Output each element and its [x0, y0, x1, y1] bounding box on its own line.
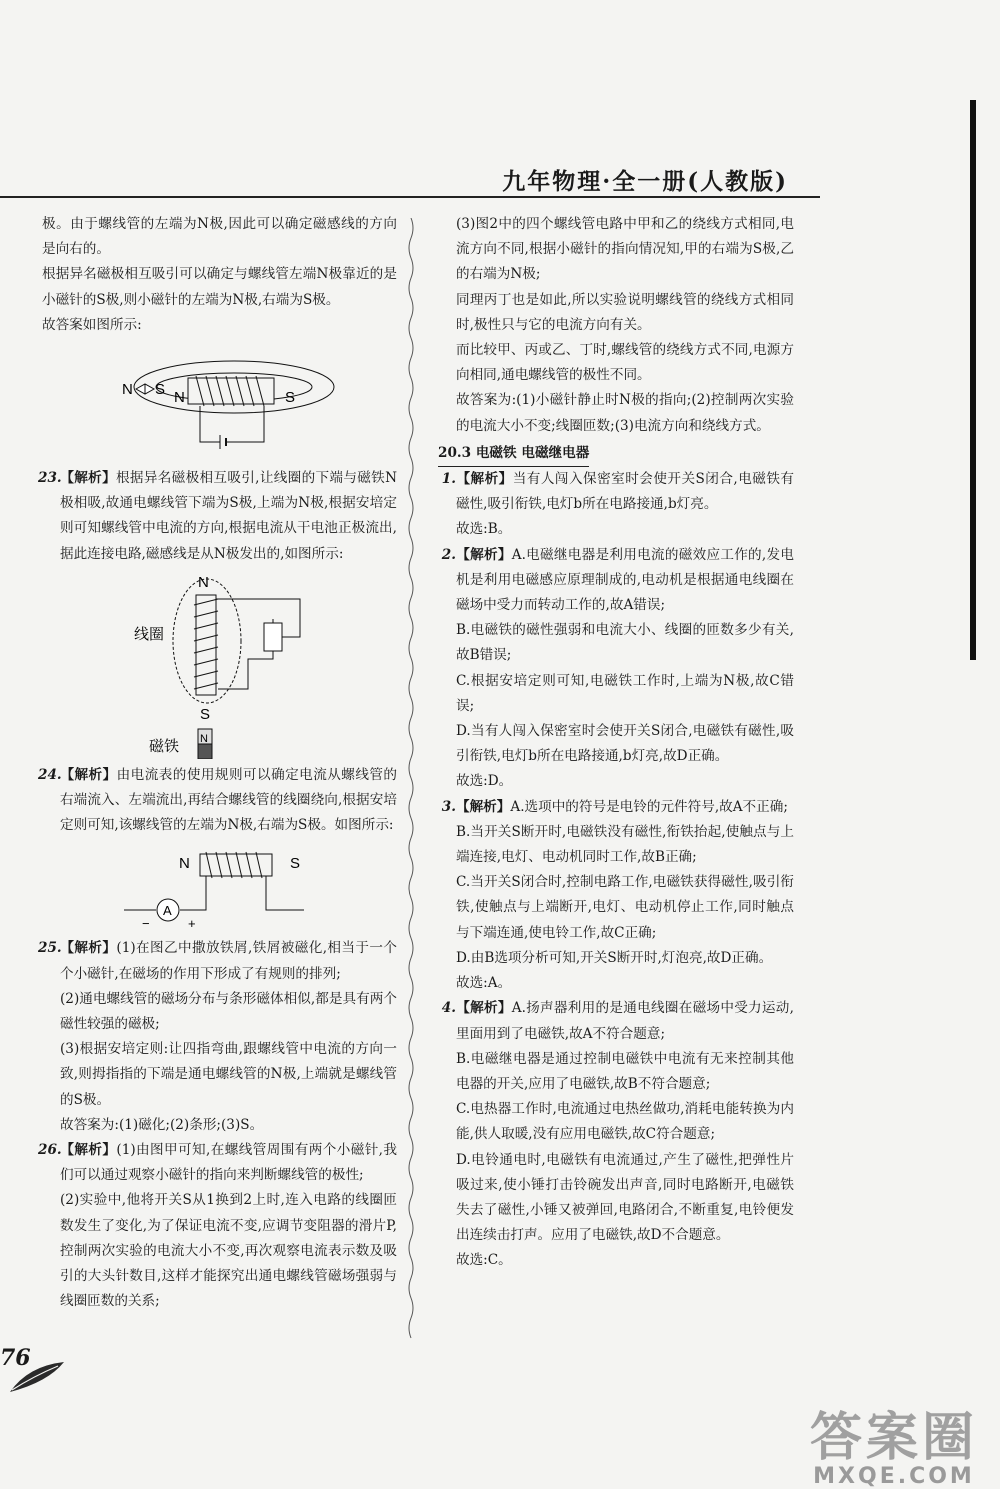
coil-label: 线圈 [134, 625, 165, 643]
answer-choice: 故选:A。 [456, 975, 512, 992]
figure-coil-magnet [42, 571, 397, 759]
coil-bottom-s-label: S [200, 705, 211, 723]
coil-n-label: N [174, 389, 185, 407]
answer: 故答案为:(1)小磁针静止时N极的指向;(2)控制两次实验的电流大小不变;线圈匝数;(3)电流方向和绕线方式。 [456, 392, 794, 434]
paragraph: (3)根据安培定则:让四指弯曲,跟螺线管中电流的方向一致,则拇指指的下端是通电螺线管的N极,上端就是螺线管的S极。 [60, 1041, 397, 1108]
paragraph: B.当开关S断开时,电磁铁没有磁性,衔铁抬起,使触点与上端连接,电灯、电动机同时工作,故B正确; [456, 823, 794, 866]
book-header-title: 九年物理·全一册(人教版) [502, 168, 788, 195]
paragraph: 而比较甲、丙或乙、丁时,螺线管的绕线方式不同,电源方向相同,通电螺线管的极性不同。 [456, 342, 794, 384]
paragraph: (2)通电螺线管的磁场分布与条形磁体相似,都是具有两个磁性较强的磁极; [60, 990, 397, 1033]
needle-s-label: S [155, 381, 166, 399]
paragraph: 同理丙丁也是如此,所以实验说明螺线管的绕线方式相同时,极性只与它的电流方向有关。 [456, 291, 794, 333]
circuit-wire [282, 601, 300, 637]
question-25: 25.【解析】(1)在图乙中撒放铁屑,铁屑被磁化,相当于一个个小磁针,在磁场的作用下形成了有规则的排列; [38, 940, 397, 982]
paragraph: C.电热器工作时,电流通过电热丝做功,消耗电能转换为内能,供人取暖,没有应用电磁铁,故C符合题意; [456, 1101, 794, 1143]
paragraph: D.由B选项分析可知,开关S断开时,灯泡亮,故D正确。 [456, 949, 773, 966]
answer-2: 2.【解析】A.电磁继电器是利用电流的磁效应工作的,发电机是利用电磁感应原理制成的,电动机是根据通电线圈在磁场中受力而转动工作的,故A错误; [441, 546, 794, 614]
paragraph: 根据异名磁极相互吸引可以确定与螺线管左端N极靠近的是小磁针的S极,则小磁针的左端为N极,右端为S极。 [42, 266, 397, 308]
coil-core [196, 595, 216, 695]
coil-s-label: S [285, 389, 296, 407]
ammeter-label: A [163, 903, 172, 919]
paragraph: C.当开关S闭合时,控制电路工作,电磁铁获得磁性,吸引衔铁,使触点与上端断开,电灯、电动机停止工作,同时触点与下端连通,使电铃工作,故C正确; [456, 874, 794, 941]
circuit-wire [216, 599, 300, 623]
ammeter-minus: − [142, 916, 150, 932]
circuit-wire [226, 406, 264, 442]
solenoid-needle-diagram [42, 342, 397, 462]
header-rule [0, 196, 820, 198]
needle-n-label: N [122, 381, 133, 399]
answer-choice: 故选:C。 [456, 1252, 512, 1269]
answer-choice: 故选:D。 [456, 773, 513, 790]
circuit-wire [180, 876, 206, 910]
solenoid-ammeter-diagram [42, 842, 397, 932]
coil-top-n-label: N [198, 573, 209, 591]
paragraph: D.电铃通电时,电磁铁有电流通过,产生了磁性,把弹性片吸过来,使小锤打击铃碗发出声音,同时电路断开,电磁铁失去了磁性,小锤又被弹回,电路闭合,不断重复,电铃便发出连续击打声。应用了电磁铁,故D不合题意。 [456, 1151, 794, 1244]
watermark [810, 1395, 978, 1489]
paragraph: B.电磁继电器是通过控制电磁铁中电流有无来控制其他电器的开关,应用了电磁铁,故B不符合题意; [456, 1050, 794, 1092]
page-number: 76 [0, 1345, 31, 1371]
watermark-logo-text: 答案圈 [809, 1408, 978, 1468]
solenoid-n-label: N [179, 855, 190, 873]
paragraph: 故答案如图所示: [42, 316, 142, 333]
circuit-wire [266, 876, 304, 910]
ammeter-plus: + [188, 916, 196, 932]
left-column [38, 212, 398, 1314]
coil-magnet-diagram [42, 571, 397, 759]
answer-3: 3.【解析】A.选项中的符号是电铃的元件符号,故A不正确; [441, 798, 788, 815]
battery-cell-icon [264, 623, 282, 651]
paragraph: B.电磁铁的磁性强弱和电流大小、线圈的匝数多少有关,故B错误; [456, 622, 794, 664]
section-heading: 20.3 电磁铁 电磁继电器 [438, 441, 589, 467]
answer-4: 4.【解析】A.扬声器利用的是通电线圈在磁场中受力运动,里面用到了电磁铁,故A不符合题意; [441, 1000, 794, 1042]
solenoid-core [188, 378, 274, 404]
figure-solenoid-ammeter [42, 842, 397, 932]
right-column [438, 212, 794, 1274]
magnet-label: 磁铁 [149, 737, 180, 755]
paragraph: (2)实验中,他将开关S从1换到2上时,连入电路的线圈匝数发生了变化,为了保证电流不变,应调节变阻器的滑片P,控制两次实验的电流大小不变,再次观察电流表示数及吸引的大头针数目,这样才能探究出通电螺线管磁场强弱与线圈匝数的关系; [60, 1192, 397, 1310]
question-24: 24.【解析】由电流表的使用规则可以确定电流从螺线管的右端流入、左端流出,再结合螺线管的线圈绕向,根据安培定则可知,该螺线管的左端为N极,右端为S极。如图所示: [38, 766, 398, 834]
solenoid-s-label: S [290, 855, 301, 873]
paragraph: (3)图2中的四个螺线管电路中甲和乙的绕线方式相同,电流方向不同,根据小磁针的指向情况知,甲的右端为S极,乙的右端为N极; [456, 216, 794, 283]
answer-1: 1.【解析】当有人闯入保密室时会使开关S闭合,电磁铁有磁性,吸引衔铁,电灯b所在电路接通,b灯亮。 [441, 471, 794, 513]
magnet-n-label: N [200, 732, 208, 745]
column-divider [406, 218, 416, 1348]
answer-choice: 故选:B。 [456, 521, 512, 538]
paragraph: 极。由于螺线管的左端为N极,因此可以确定磁感线的方向是向右的。 [42, 216, 397, 258]
question-26: 26.【解析】(1)由图甲可知,在螺线管周围有两个小磁针,我们可以通过观察小磁针的指向来判断螺线管的极性; [38, 1142, 397, 1184]
paragraph: C.根据安培定则可知,电磁铁工作时,上端为N极,故C错误; [456, 672, 794, 714]
question-23: 23.【解析】根据异名磁极相互吸引,让线圈的下端与磁铁N极相吸,故通电螺线管下端为S极,上端为N极,根据安培定则可知螺线管中电流的方向,根据电流从干电池正极流出,据此连接电路,磁感线是从N极发出的,如图所示: [38, 470, 397, 562]
watermark-url: MXQE.COM [813, 1464, 975, 1489]
figure-solenoid-needle [42, 342, 397, 462]
paragraph: D.当有人闯入保密室时会使开关S闭合,电磁铁有磁性,吸引衔铁,电灯b所在电路接通,b灯亮,故D正确。 [456, 723, 794, 765]
answer: 故答案为:(1)磁化;(2)条形;(3)S。 [60, 1116, 264, 1133]
page-edge-bar [970, 100, 976, 660]
circuit-wire [218, 651, 273, 689]
